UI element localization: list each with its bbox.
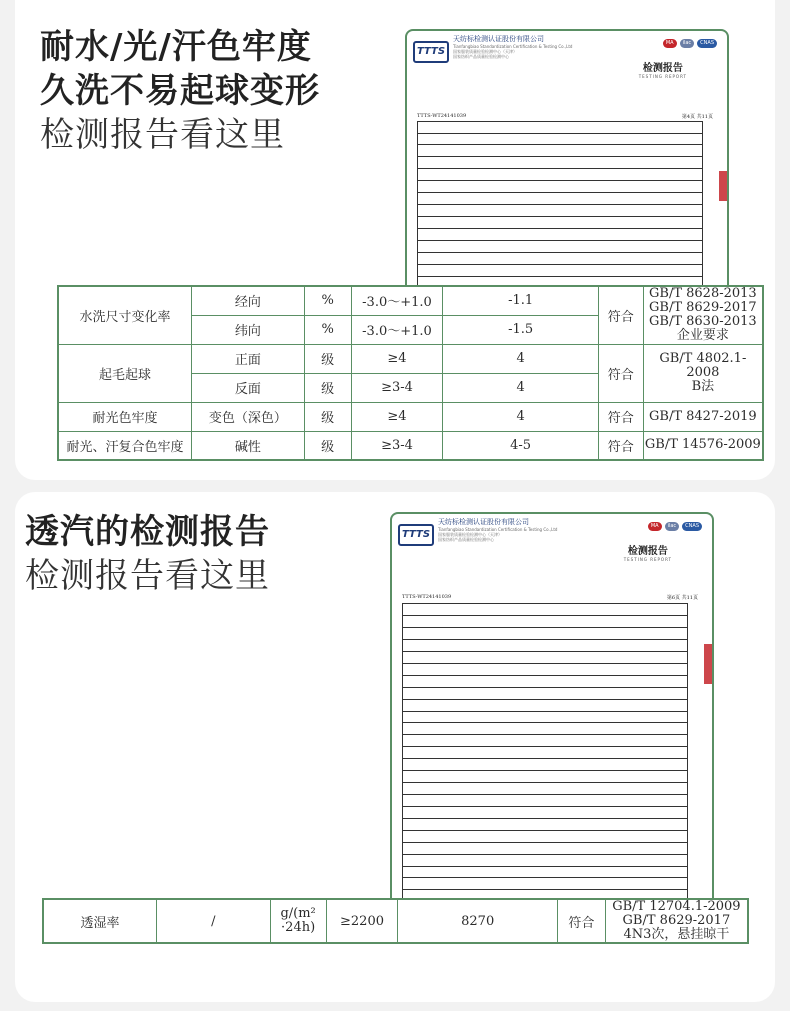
cell-item: 起毛起球 bbox=[58, 344, 192, 402]
std-line: GB/T 12704.1-2009 bbox=[612, 899, 741, 914]
std-line: GB/T 8629-2017 bbox=[649, 300, 757, 316]
cell-unit bbox=[270, 899, 326, 943]
cell-standard bbox=[643, 286, 763, 344]
std-line: GB/T 8630-2013 bbox=[649, 314, 757, 330]
org-block bbox=[453, 35, 572, 59]
heading-line-1: 透汽的检测报告 bbox=[25, 512, 270, 552]
table-row bbox=[58, 344, 763, 373]
cell-sub: 反面 bbox=[192, 373, 305, 402]
cell-req: -3.0～+1.0 bbox=[351, 286, 443, 315]
cell-standard: GB/T 14576-2009 bbox=[643, 431, 763, 460]
cell-sub: 碱性 bbox=[192, 431, 305, 460]
cell-unit: % bbox=[304, 315, 351, 344]
report-title bbox=[639, 59, 687, 79]
org-block bbox=[438, 518, 557, 542]
cell-result: 4 bbox=[443, 373, 598, 402]
std-line: B法 bbox=[691, 379, 715, 394]
heading-line-2: 久洗不易起球变形 bbox=[40, 71, 320, 111]
std-line: 4N3次，悬挂晾干 bbox=[623, 927, 730, 942]
cell-unit: 级 bbox=[304, 344, 351, 373]
unit-line: g/(m² bbox=[280, 906, 316, 921]
report-title-cn: 检测报告 bbox=[642, 63, 683, 74]
certification-marks bbox=[663, 39, 717, 48]
cell-unit: 级 bbox=[304, 373, 351, 402]
cell-verdict: 符合 bbox=[598, 402, 643, 431]
table-row bbox=[58, 286, 763, 315]
cell-standard: GB/T 8427-2019 bbox=[643, 402, 763, 431]
cell-result: 4 bbox=[443, 344, 598, 373]
cell-sub: 正面 bbox=[192, 344, 305, 373]
cell-item: 耐光色牢度 bbox=[58, 402, 192, 431]
table-permeability bbox=[42, 898, 749, 944]
report-title-cn: 检测报告 bbox=[627, 546, 668, 557]
cell-sub: 经向 bbox=[192, 286, 305, 315]
center-line-1: 国家服装质量检验检测中心（天津） bbox=[453, 49, 517, 54]
report-sheet-lines bbox=[417, 121, 703, 295]
report-number: TTTS-WT24141039 bbox=[402, 594, 452, 600]
ilac-mark-icon: ilac bbox=[665, 522, 680, 531]
table-shrink-pill-fastness bbox=[57, 285, 764, 461]
cell-sub: / bbox=[157, 899, 271, 943]
cell-standard bbox=[643, 344, 763, 402]
cell-result: 4-5 bbox=[443, 431, 598, 460]
report-number: TTTS-WT24141039 bbox=[417, 113, 467, 119]
cell-req: ≥4 bbox=[351, 402, 443, 431]
report-title-en: TESTING REPORT bbox=[638, 74, 687, 79]
report-title-en: TESTING REPORT bbox=[623, 557, 672, 562]
cell-sub: 变色（深色） bbox=[192, 402, 305, 431]
cell-req: ≥3-4 bbox=[351, 431, 443, 460]
cell-item: 耐光、汗复合色牢度 bbox=[58, 431, 192, 460]
cell-unit: 级 bbox=[304, 402, 351, 431]
org-name: 天纺标检测认证股份有限公司 bbox=[453, 35, 544, 43]
certification-marks bbox=[648, 522, 702, 531]
cell-req: ≥3-4 bbox=[351, 373, 443, 402]
report-page: 第6页 共11页 bbox=[666, 595, 698, 601]
report-stamp bbox=[719, 171, 727, 201]
std-line: GB/T 8628-2013 bbox=[649, 286, 757, 302]
heading-line-2: 检测报告看这里 bbox=[25, 556, 270, 596]
std-line: 企业要求 bbox=[676, 328, 729, 344]
report-page: 第4页 共11页 bbox=[681, 114, 713, 120]
heading-line-3: 检测报告看这里 bbox=[40, 115, 285, 155]
cell-req: ≥2200 bbox=[326, 899, 398, 943]
cell-result: -1.5 bbox=[443, 315, 598, 344]
center-line-1: 国家服装质量检验检测中心（天津） bbox=[438, 532, 502, 537]
report-image-2 bbox=[390, 512, 714, 906]
center-line-2: 国家纺织产品质量检验检测中心 bbox=[438, 537, 494, 542]
cell-result: 8270 bbox=[398, 899, 557, 943]
cell-verdict: 符合 bbox=[557, 899, 605, 943]
cnas-mark-icon: CNAS bbox=[682, 522, 702, 531]
std-line: GB/T 8629-2017 bbox=[622, 913, 731, 928]
color-fastness-card bbox=[15, 0, 775, 480]
table-row bbox=[58, 402, 763, 431]
cell-item: 水洗尺寸变化率 bbox=[58, 286, 192, 344]
table-row bbox=[43, 899, 748, 943]
ma-mark-icon: MA bbox=[648, 522, 662, 531]
table-row bbox=[58, 431, 763, 460]
ma-mark-icon: MA bbox=[663, 39, 677, 48]
org-name-en: Tianfangbiao Standardization Certification & Testing Co.,Ltd bbox=[453, 44, 573, 49]
report-sheet-lines bbox=[402, 603, 688, 902]
cell-verdict: 符合 bbox=[598, 344, 643, 402]
cnas-mark-icon: CNAS bbox=[697, 39, 717, 48]
ttts-logo: TTTS bbox=[413, 41, 449, 63]
cell-unit: 级 bbox=[304, 431, 351, 460]
report-title bbox=[624, 542, 672, 562]
std-line: GB/T 4802.1-2008 bbox=[659, 351, 747, 380]
section1-heading bbox=[40, 25, 320, 157]
ilac-mark-icon: ilac bbox=[680, 39, 695, 48]
cell-sub: 纬向 bbox=[192, 315, 305, 344]
cell-item: 透湿率 bbox=[43, 899, 157, 943]
report-stamp bbox=[704, 644, 712, 684]
cell-unit: % bbox=[304, 286, 351, 315]
cell-standard bbox=[605, 899, 748, 943]
org-name: 天纺标检测认证股份有限公司 bbox=[438, 518, 529, 526]
unit-line: ·24h) bbox=[281, 920, 316, 935]
center-line-2: 国家纺织产品质量检验检测中心 bbox=[453, 54, 509, 59]
cell-verdict: 符合 bbox=[598, 286, 643, 344]
report-image-1 bbox=[405, 29, 729, 295]
cell-verdict: 符合 bbox=[598, 431, 643, 460]
cell-result: -1.1 bbox=[443, 286, 598, 315]
heading-line-1: 耐水/光/汗色牢度 bbox=[40, 27, 312, 67]
ttts-logo: TTTS bbox=[398, 524, 434, 546]
section2-heading bbox=[25, 510, 270, 598]
cell-result: 4 bbox=[443, 402, 598, 431]
cell-req: ≥4 bbox=[351, 344, 443, 373]
org-name-en: Tianfangbiao Standardization Certification & Testing Co.,Ltd bbox=[438, 527, 558, 532]
cell-req: -3.0～+1.0 bbox=[351, 315, 443, 344]
